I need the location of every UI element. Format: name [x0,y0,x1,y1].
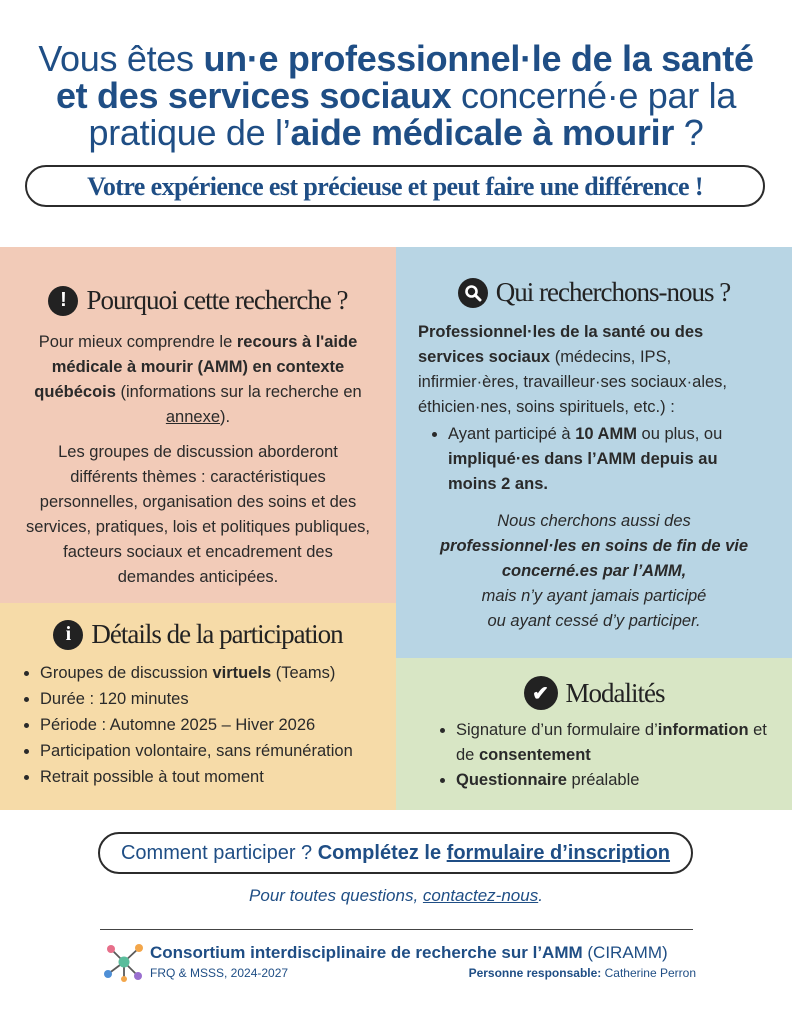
divider [100,929,693,930]
responsible-person [469,966,696,980]
note-line: mais n’y ayant jamais participé [481,587,707,605]
cta-box [98,832,693,874]
title-bold: un·e professionnel·le de la santé [203,38,754,79]
contact-link[interactable]: contactez-nous [422,886,539,905]
title-text: concerné·e par la [451,75,737,116]
text-bold: information [657,721,749,739]
resp-name: Catherine Perron [601,966,696,980]
details-list [18,660,384,790]
who-paragraph [418,320,770,420]
why-title: Pourquoi cette recherche ? [86,285,348,315]
list-item [40,660,384,686]
text-bold: Professionnel·les de la santé ou des services sociaux [418,323,704,366]
modalites-panel [396,658,792,810]
checkmark-icon: ✔ [524,676,558,710]
title-text: pratique de l’ [88,112,291,153]
info-icon: i [53,620,83,650]
questions-line [0,886,792,906]
who-note [412,509,776,634]
details-panel [0,603,396,810]
registration-form-link[interactable]: formulaire d’inscription [446,842,671,864]
text-bold: 10 AMM [575,425,637,443]
text-bold: Questionnaire [456,771,567,789]
text: préalable [566,771,640,789]
text: Pour mieux comprendre le [38,333,237,351]
tagline: Votre expérience est précieuse et peut faire une différence ! [25,165,765,207]
details-title: Détails de la participation [91,619,343,649]
modalites-heading [396,676,792,710]
text: . [538,886,543,905]
text: Pour toutes questions, [249,886,423,905]
text: et de [456,721,767,764]
exclamation-icon: ! [48,286,78,316]
text: Ayant participé à [448,425,576,443]
why-themes: Les groupes de discussion aborderont différents thèmes : caractéristiques personnelles, organisation des soins et des services, pratiques, lois et politiques publiques, facteurs sociaux et encadrement des demandes anticipées. [26,443,370,586]
title-text: ? [674,112,704,153]
who-list [426,422,770,497]
modalites-title: Modalités [565,677,665,708]
network-logo-icon [102,940,146,984]
why-panel [0,247,396,603]
text: (Teams) [271,664,336,682]
org-acronym: (CIRAMM) [582,943,668,962]
org-name-bold: Consortium interdisciplinaire de recherche sur l’AMM [150,943,583,962]
cta-text: Comment participer ? [120,842,318,864]
text-bold: virtuels [212,664,272,682]
why-paragraph [16,330,380,430]
list-item [456,718,772,768]
annex-link[interactable]: annexe [165,408,221,426]
text: ). [220,408,231,426]
note-line-bold: professionnel·les en soins de fin de vie concerné.es par l’AMM, [439,537,749,580]
page-title [0,40,792,151]
list-item [456,768,772,793]
note-line: Nous cherchons aussi des [497,512,691,530]
org-name [150,943,668,963]
resp-label: Personne responsable: [468,966,602,980]
title-bold: aide médicale à mourir [290,112,675,153]
text: ou plus, ou [636,425,723,443]
who-heading [396,277,792,308]
search-icon [458,278,488,308]
who-panel [396,247,792,658]
list-item: • Durée : 120 minutes [40,686,384,712]
funding: FRQ & MSSS, 2024-2027 [150,966,289,980]
text-bold: recours à l'aide médicale à mourir (AMM) en contexte québécois [34,333,358,401]
who-title: Qui recherchons-nous ? [495,277,731,307]
cta-bold: Complétez le [317,842,447,864]
text-bold: consentement [478,746,591,764]
why-heading [0,285,396,316]
text: (médecins, IPS, infirmier·ères, travailleur·ses sociaux·ales, éthicien·nes, soins spirituels, etc.) : [418,348,728,416]
list-item: • Retrait possible à tout moment [40,764,384,790]
text-bold: impliqué·es dans l’AMM depuis au moins 2 ans. [448,450,718,493]
list-item [448,422,770,497]
modalites-list [434,718,772,793]
text: (informations sur la recherche en [115,383,362,401]
list-item: • Période : Automne 2025 – Hiver 2026 [40,712,384,738]
text: Groupes de discussion [40,664,213,682]
title-bold: et des services sociaux [55,75,452,116]
text: Signature d’un formulaire d’ [456,721,658,739]
list-item: • Participation volontaire, sans rémunération [40,738,384,764]
details-heading [0,619,396,650]
note-line: ou ayant cessé d’y participer. [487,612,701,630]
title-text: Vous êtes [38,38,204,79]
